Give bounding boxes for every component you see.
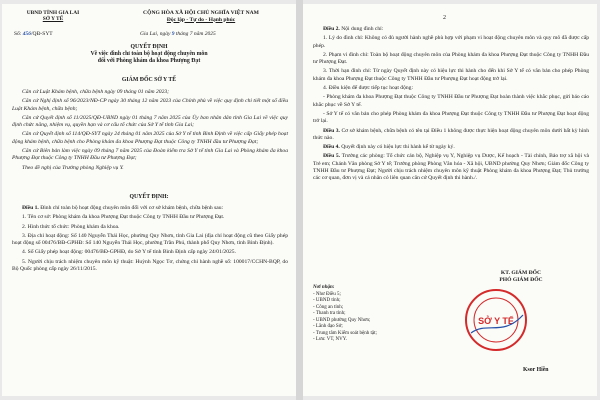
basis-item: Theo đề nghị của Trưởng phòng Nghiệp vụ Y.: [22, 164, 124, 171]
recipients-list: Nơi nhận: - Như Điều 5; - UBND tỉnh; - Công an tỉnh; - Thanh tra tỉnh; - UBND phường Quy Nhơn; - Lãnh đạo Sở; - Trung tâm Kiểm soát bệnh tật; - Lưu: VT, NVY.: [313, 285, 433, 344]
signer-title: GIÁM ĐỐC SỞ Y TẾ: [121, 77, 177, 83]
article-2-item: 3. Thời hạn đình chỉ: Từ ngày Quyết định này có hiệu lực thi hành cho đến khi Sở Y tế có văn bản cho phép Phòng khám đa khoa Phượng Đạt thuộc Công ty TNHH Đầu tư Phượng Đạt hoạt động trở lại.: [313, 68, 589, 82]
recipient-item: - Lưu: VT, NVY.: [313, 337, 347, 342]
agency-header: [10, 10, 96, 23]
official-stamp: [463, 287, 529, 353]
page-gutter: [296, 0, 303, 400]
article-3: Điều 3. Cơ sở khám bệnh, chữa bệnh có tên tại Điều 1 không được thực hiện hoạt động chuyên môn dưới bất kỳ hình thức nào.: [313, 127, 589, 141]
article-1-item: 5. Người chịu trách nhiệm chuyên môn kỹ thuật: Huỳnh Ngọc Tơ, chứng chỉ hành nghề số: 100017/CCHN-BQP, do Bộ Quốc phòng cấp ngày 26/11/2015.: [12, 258, 288, 273]
handwritten-day: 9: [171, 31, 175, 37]
agency-province: UBND TỈNH GIA LAI: [26, 10, 80, 16]
basis-item: Căn cứ Biên bản làm việc ngày 09 tháng 7 năm 2025 của Đoàn kiểm tra Sở Y tế tỉnh Gia Lai và Phòng khám đa khoa Phượng Đạt thuộc Công ty TNHH Đầu tư Phượng Đạt;: [12, 148, 288, 162]
basis-item: Căn cứ Quyết định số 114/QĐ-SYT ngày 24 tháng 01 năm 2025 của Sở Y tế tỉnh Bình Định về việc cấp Giấy phép hoạt động khám bệnh, chữa bệnh cho Phòng khám đa khoa Phượng Đạt thuộc Công ty TNHH đầu tư Phượng Đạt;: [12, 131, 288, 145]
handwritten-number: 456: [22, 31, 31, 37]
decision-heading: QUYẾT ĐỊNH:: [129, 194, 169, 200]
document-date: Gia Lai, ngày 9 tháng 7 năm 2025: [140, 31, 216, 37]
decision-subtitle-1: Về việc đình chỉ toàn bộ hoạt động chuyên môn: [90, 51, 208, 57]
national-header: [114, 10, 288, 23]
recipient-item: - Trung tâm Kiểm soát bệnh tật;: [313, 330, 377, 336]
page-2: [303, 4, 597, 396]
recipient-item: - Công an tỉnh;: [313, 304, 344, 310]
article-1-item: 1. Tên cơ sở: Phòng khám đa khoa Phượng Đạt thuộc Công ty TNHH Đầu tư Phượng Đạt.: [22, 214, 225, 221]
recipient-item: - Thanh tra tỉnh;: [313, 311, 346, 316]
recipient-item: - UBND phường Quy Nhơn;: [313, 317, 371, 323]
article-4: Điều 4. Quyết định này có hiệu lực thi hành kể từ ngày ký.: [323, 144, 455, 151]
page-number: 2: [443, 15, 446, 21]
article-1-item: 3. Địa chỉ hoạt động: Số 140 Nguyễn Thái Học, phường Quy Nhơn, tỉnh Gia Lai (địa chỉ hoạt động cũ theo Giấy phép hoạt động số 00476/BĐ-GPHĐ: Số 140 Nguyễn Thái Học, phường Trần Phú, thành phố Quy Nhơn, tỉnh Bình Định).: [12, 232, 288, 247]
stamp-label: SỞ Y TẾ: [478, 316, 514, 326]
article-2-item: 1. Lý do đình chỉ: Không có đủ người hành nghề phù hợp với phạm vi hoạt động chuyên môn và quy mô đã được cấp phép.: [313, 35, 589, 49]
national-name: CỘNG HÒA XÃ HỘI CHỦ NGHĨA VIỆT NAM: [143, 10, 259, 16]
article-2-item: 4. Điều kiện để được tiếp tục hoạt động:: [323, 85, 414, 92]
article-1: Điều 1. Đình chỉ toàn bộ hoạt động chuyên môn đối với cơ sở khám bệnh, chữa bệnh sau: 1. Tên cơ sở: Phòng khám đa khoa Phượng Đạt thuộc Công ty TNHH Đầu tư Phượng Đạt. 2. Hình thức tổ chức: Phòng khám đa khoa. 3. Địa chỉ hoạt động: Số 140 Nguyễn Thái Học, phường Quy Nhơn, tỉnh Gia Lai (địa chỉ hoạt động cũ theo Giấy phép hoạt động số 00476/BĐ-GPHĐ: Số 140 Nguyễn Thái Học, phường Trần Phú, thành phố Quy Nhơn, tỉnh Bình Định). 4. Số Giấy phép hoạt động: 00476/BĐ-GPHĐ, do Sở Y tế tỉnh Bình Định cấp ngày 24/01/2025. 5. Người chịu trách nhiệm chuyên môn kỹ thuật: Huỳnh Ngọc Tơ, chứng chỉ hành nghề số: 100017/CCHN-BQP, do Bộ Quốc phòng cấp ngày 26/11/2015.: [12, 205, 288, 273]
signer-name: Ksor Hiền: [523, 367, 549, 373]
article-2-item: - Sở Y tế có văn bản cho phép Phòng khám đa khoa Phượng Đạt thuộc Công ty TNHH Đầu tư Phượng Đạt hoạt động trở lại.: [313, 110, 589, 125]
national-motto: Độc lập - Tự do - Hạnh phúc: [166, 16, 236, 23]
decision-title: QUYẾT ĐỊNH: [130, 44, 168, 50]
basis-item: Căn cứ Luật Khám bệnh, chữa bệnh ngày 09 tháng 01 năm 2023;: [22, 89, 170, 95]
recipient-item: - Như Điều 5;: [313, 291, 341, 297]
recipient-item: - Lãnh đạo Sở;: [313, 324, 343, 329]
page-1: [2, 4, 296, 396]
recipient-item: - UBND tỉnh;: [313, 298, 341, 303]
signature-role: KT. GIÁM ĐỐC PHÓ GIÁM ĐỐC: [499, 270, 543, 283]
article-1-item: 2. Hình thức tổ chức: Phòng khám đa khoa.: [22, 223, 120, 230]
article-2: Điều 2. Nội dung đình chỉ: 1. Lý do đình chỉ: Không có đủ người hành nghề phù hợp với phạm vi hoạt động chuyên môn và quy mô đã được cấp phép. 2. Phạm vi đình chỉ: Toàn bộ hoạt động chuyên môn của Phòng khám đa khoa Phượng Đạt thuộc Công ty TNHH Đầu tư Phượng Đạt. 3. Thời hạn đình chỉ: Từ ngày Quyết định này có hiệu lực thi hành cho đến khi Sở Y tế có văn bản cho phép Phòng khám đa khoa Phượng Đạt thuộc Công ty TNHH Đầu tư Phượng Đạt hoạt động trở lại. 4. Điều kiện để được tiếp tục hoạt động: - Phòng khám đa khoa Phượng Đạt thuộc Công ty TNHH Đầu tư Phượng Đạt hoàn thành việc khắc phục, gửi báo cáo khắc phục về Sở Y tế. - Sở Y tế có văn bản cho phép Phòng khám đa khoa Phượng Đạt thuộc Công ty TNHH Đầu tư Phượng Đạt hoạt động trở lại. Điều 3. Cơ sở khám bệnh, chữa bệnh có tên tại Điều 1 không được thực hiện hoạt động chuyên môn dưới bất kỳ hình thức nào. Điều 4. Quyết định này có hiệu lực thi hành kể từ ngày ký. Điều 5. Trưởng các phòng: Tổ chức cán bộ, Nghiệp vụ Y, Nghiệp vụ Dược, Kế hoạch - Tài chính, Bảo trợ xã hội và Trẻ em; Chánh Văn phòng Sở Y tế; Trưởng phòng Phòng Văn hóa - Xã hội, UBND phường Quy Nhơn; Giám đốc Công ty TNHH Đầu tư Phượng Đạt; Người chịu trách nhiệm chuyên môn kỹ thuật Phòng khám đa khoa Phượng Đạt; Thủ trưởng các cơ quan, đơn vị và cá nhân có liên quan căn cứ Quyết định thi hành./.: [313, 26, 589, 182]
article-2-item: - Phòng khám đa khoa Phượng Đạt thuộc Công ty TNHH Đầu tư Phượng Đạt hoàn thành việc khắc phục, gửi báo cáo khắc phục về Sở Y tế.: [313, 94, 589, 108]
article-2-item: 2. Phạm vi đình chỉ: Toàn bộ hoạt động chuyên môn của Phòng khám đa khoa Phượng Đạt thuộc Công ty TNHH Đầu tư Phượng Đạt.: [313, 51, 589, 66]
basis-item: Căn cứ Nghị định số 96/2023/NĐ-CP ngày 30 tháng 12 năm 2023 của Chính phủ về việc quy định chi tiết một số điều Luật Khám bệnh, chữa bệnh;: [12, 98, 288, 112]
legal-bases: [12, 89, 288, 174]
article-5: Điều 5. Trưởng các phòng: Tổ chức cán bộ, Nghiệp vụ Y, Nghiệp vụ Dược, Kế hoạch - Tài chính, Bảo trợ xã hội và Trẻ em; Chánh Văn phòng Sở Y tế; Trưởng phòng Phòng Văn hóa - Xã hội, UBND phường Quy Nhơn; Giám đốc Công ty TNHH Đầu tư Phượng Đạt; Người chịu trách nhiệm chuyên môn kỹ thuật Phòng khám đa khoa Phượng Đạt; Thủ trưởng các cơ quan, đơn vị và cá nhân có liên quan căn cứ Quyết định thi hành./.: [313, 153, 589, 182]
decision-subtitle-2: đối với Phòng khám đa khoa Phượng Đạt: [97, 58, 201, 64]
document-number: Số: 456/QĐ-SYT: [14, 31, 53, 37]
agency-department: SỞ Y TẾ: [42, 16, 64, 23]
basis-item: Căn cứ Quyết định số 11/2025/QĐ-UBND ngày 01 tháng 7 năm 2025 của Ủy ban nhân dân tỉnh Gia Lai về việc quy định chức năng, nhiệm vụ, quyền hạn và cơ cấu tổ chức của Sở Y tế tỉnh Gia Lai;: [12, 114, 288, 129]
article-1-item: 4. Số Giấy phép hoạt động: 00476/BĐ-GPHĐ, do Sở Y tế tỉnh Bình Định cấp ngày 24/01/2025.: [22, 249, 237, 256]
